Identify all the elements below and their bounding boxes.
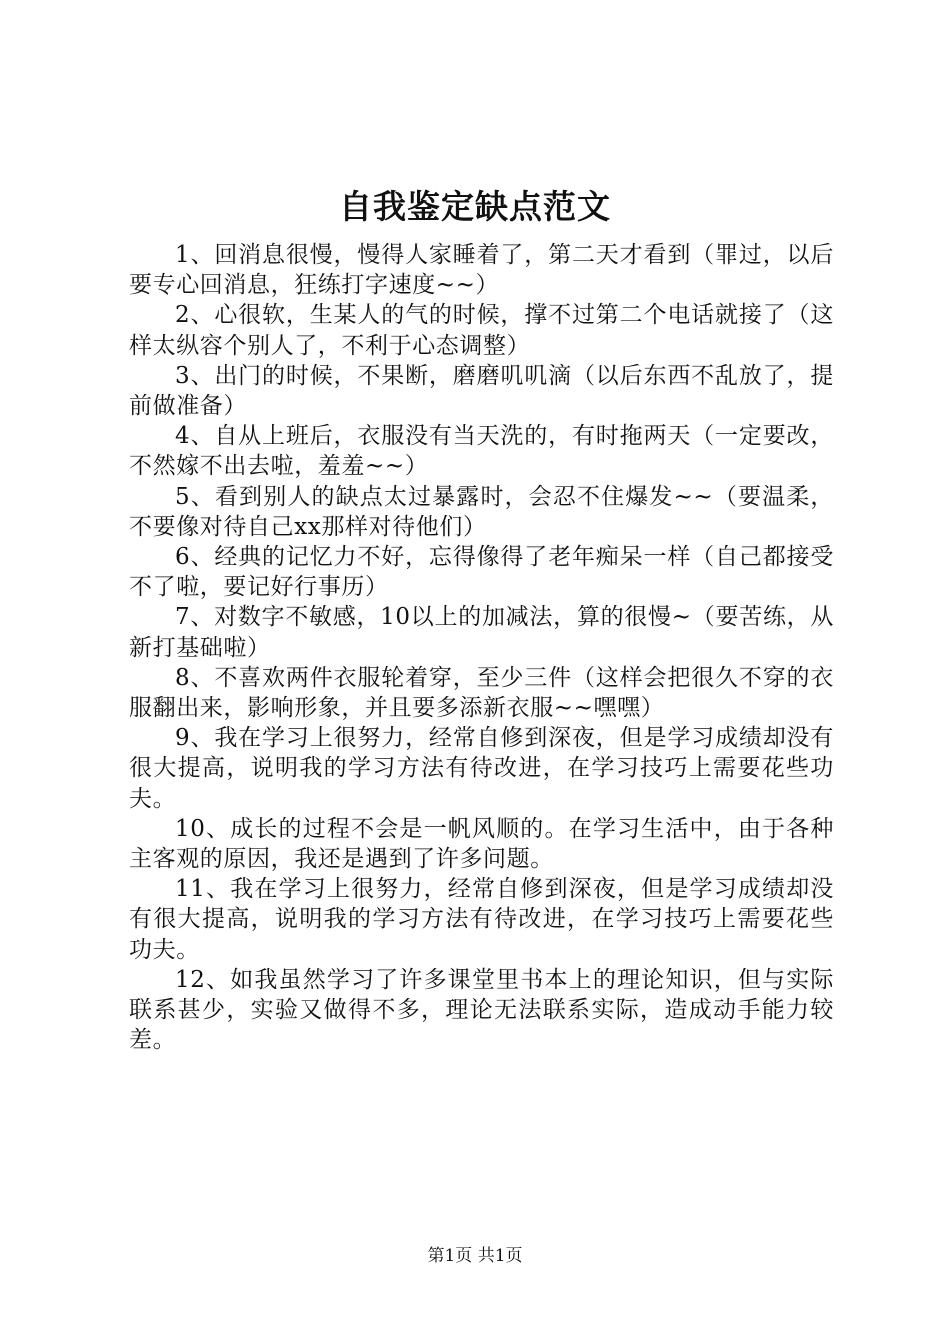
page-footer: 第1页 共1页 (427, 1246, 523, 1266)
document-body (129, 240, 834, 1055)
paragraph: 8、不喜欢两件衣服轮着穿，至少三件（这样会把很久不穿的衣服翻出来，影响形象，并且要多添新衣服~~嘿嘿） (129, 664, 834, 722)
paragraph: 6、经典的记忆力不好，忘得像得了老年痴呆一样（自己都接受不了啦，要记好行事历） (129, 544, 834, 601)
paragraph: 1、回消息很慢，慢得人家睡着了，第二天才看到（罪过，以后要专心回消息，狂练打字速度~~） (129, 242, 834, 299)
paragraph: 11、我在学习上很努力，经常自修到深夜，但是学习成绩却没有很大提高，说明我的学习方法有待改进，在学习技巧上需要花些功夫。 (129, 876, 834, 963)
page-title: 自我鉴定缺点范文 (339, 187, 611, 226)
paragraph: 3、出门的时候，不果断，磨磨叽叽滴（以后东西不乱放了，提前做准备） (129, 362, 834, 420)
paragraph: 12、如我虽然学习了许多课堂里书本上的理论知识，但与实际联系甚少，实验又做得不多，理论无法联系实际，造成动手能力较差。 (129, 966, 834, 1054)
paragraph: 2、心很软，生某人的气的时候，撑不过第二个电话就接了（这样太纵容个别人了，不利于心态调整） (129, 302, 834, 359)
paragraph: 10、成长的过程不会是一帆风顺的。在学习生活中，由于各种主客观的原因，我还是遇到了许多问题。 (129, 815, 834, 873)
paragraph: 5、看到别人的缺点太过暴露时，会忍不住爆发~~（要温柔，不要像对待自己xx那样对待他们） (129, 483, 834, 540)
paragraph: 9、我在学习上很努力，经常自修到深夜，但是学习成绩却没有很大提高，说明我的学习方法有待改进，在学习技巧上需要花些功夫。 (129, 725, 834, 812)
paragraph: 4、自从上班后，衣服没有当天洗的，有时拖两天（一定要改，不然嫁不出去啦，羞羞~~） (129, 423, 834, 480)
paragraph: 7、对数字不敏感，10以上的加减法，算的很慢~（要苦练，从新打基础啦） (129, 604, 834, 661)
